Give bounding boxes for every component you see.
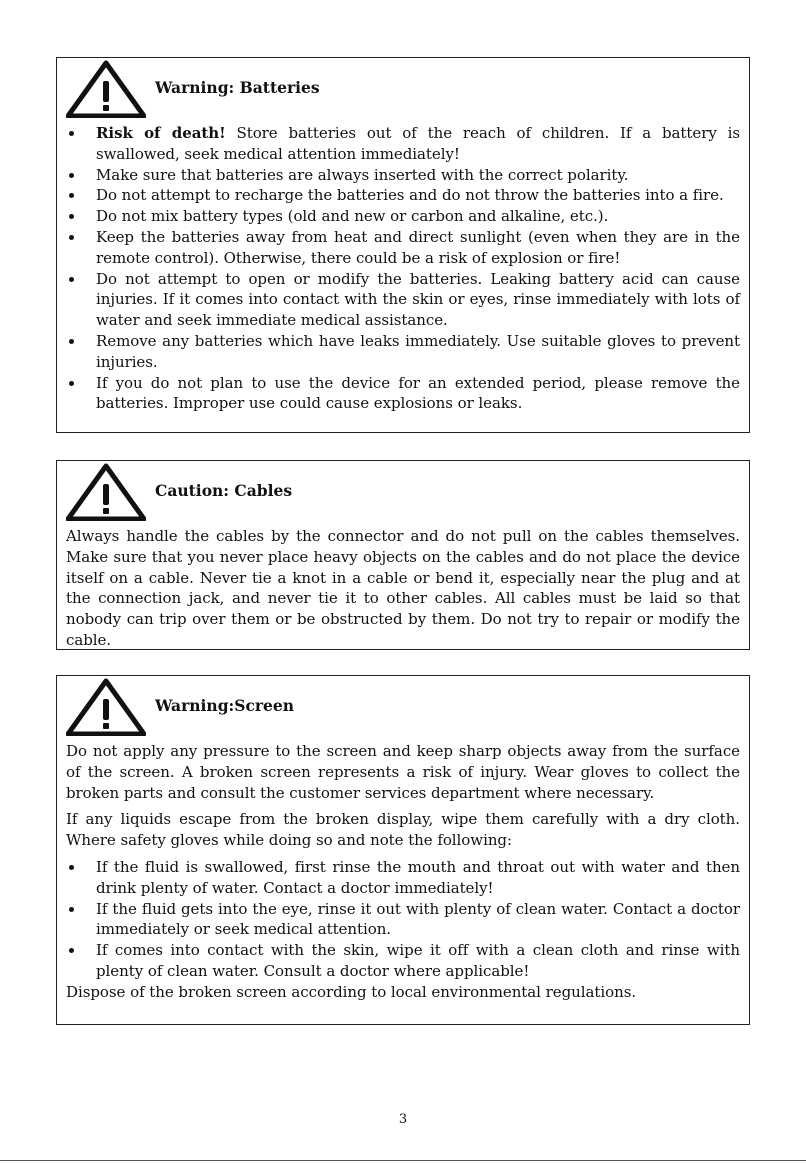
bullet-icon [69, 865, 74, 870]
list-item [66, 227, 740, 269]
list-item-text: Do not attempt to open or modify the batteries. Leaking battery acid can cause injuries. If it comes into contact with the skin or eyes, rinse immediately with lots of water and seek immediate medical assistance. [96, 269, 740, 330]
warning-triangle-icon [66, 60, 146, 118]
screen-paragraph-1: Do not apply any pressure to the screen and keep sharp objects away from the surface of the screen. A broken screen represents a risk of injury. Wear gloves to collect the broken parts and consult the customer services department where necessary. [66, 742, 740, 802]
list-item-text: If you do not plan to use the device for an extended period, please remove the batteries. Improper use could cause explosions or leaks. [96, 373, 740, 413]
warning-screen-box [56, 675, 750, 1025]
screen-paragraph-2: If any liquids escape from the broken display, wipe them carefully with a dry cloth. Where safety gloves while doing so and note the following: [66, 810, 740, 850]
bullet-icon [69, 193, 74, 198]
list-item-text: Store batteries out of the reach of children. If a battery is swallowed, seek medical attention immediately! [96, 124, 740, 163]
warning-batteries-title: Warning: Batteries [155, 78, 320, 97]
bullet-icon [69, 214, 74, 219]
warning-batteries-header [66, 58, 740, 123]
list-item [66, 857, 740, 899]
list-item [66, 331, 740, 373]
bullet-icon [69, 277, 74, 282]
list-item-text: If comes into contact with the skin, wipe it off with a clean cloth and rinse with plenty of clean water. Consult a doctor where applicable! [96, 941, 740, 980]
bullet-icon [69, 131, 74, 136]
warning-triangle-icon [66, 463, 146, 521]
list-item-text: If the fluid is swallowed, first rinse the mouth and throat out with water and then drink plenty of water. Contact a doctor immediately! [96, 857, 740, 897]
list-item-text: Remove any batteries which have leaks immediately. Use suitable gloves to prevent injuries. [96, 331, 740, 371]
list-item [66, 373, 740, 415]
caution-cables-title: Caution: Cables [155, 481, 293, 500]
list-item-text: Do not attempt to recharge the batteries and do not throw the batteries into a fire. [96, 186, 724, 205]
list-item [66, 206, 740, 227]
bullet-icon [69, 907, 74, 912]
list-item [66, 123, 740, 165]
list-item [66, 899, 740, 941]
list-item [66, 165, 740, 186]
list-item [66, 940, 740, 982]
caution-cables-header [66, 461, 740, 526]
caution-cables-box [56, 460, 750, 650]
list-item-text: Do not mix battery types (old and new or carbon and alkaline, etc.). [96, 207, 609, 226]
warning-triangle-icon [66, 678, 146, 736]
cables-body: Always handle the cables by the connector and do not pull on the cables themselves. Make sure that you never place heavy objects on the cables and do not place the device itself on a cable. Never tie a knot in a cable or bend it, especially near the plug and at the connection jack, and never tie it to other cables. All cables must be laid so that nobody can trip over them or be obstructed by them. Do not try to repair or modify the cable. [66, 527, 740, 649]
bullet-icon [69, 235, 74, 240]
bullet-icon [69, 381, 74, 386]
bullet-icon [69, 339, 74, 344]
risk-of-death-label: Risk of death! [96, 124, 226, 142]
list-item [66, 269, 740, 331]
page-number: 3 [398, 1112, 408, 1127]
list-item-text: Keep the batteries away from heat and direct sunlight (even when they are in the remote control). Otherwise, there could be a risk of explosion or fire! [96, 227, 740, 267]
list-item-text: If the fluid gets into the eye, rinse it out with plenty of clean water. Contact a doctor immediately or seek medical attention. [96, 899, 740, 939]
warning-batteries-box [56, 57, 750, 433]
bullet-icon [69, 948, 74, 953]
screen-list [66, 857, 740, 982]
screen-paragraph-3: Dispose of the broken screen according to local environmental regulations. [66, 982, 637, 1001]
batteries-list [66, 123, 740, 414]
bottom-divider [0, 1160, 806, 1161]
warning-screen-title: Warning:Screen [155, 696, 295, 715]
warning-screen-header [66, 676, 740, 741]
list-item [66, 185, 740, 206]
bullet-icon [69, 173, 74, 178]
list-item-text: Make sure that batteries are always inserted with the correct polarity. [96, 165, 629, 184]
